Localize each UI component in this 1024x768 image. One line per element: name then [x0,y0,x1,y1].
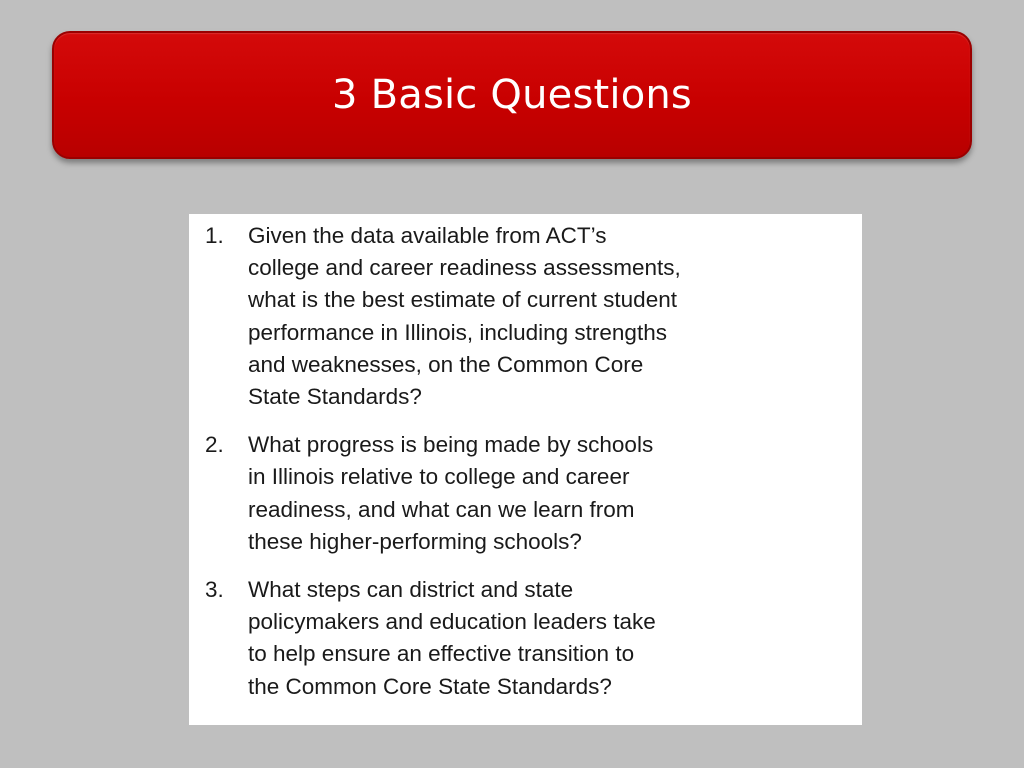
question-line: the Common Core State Standards? [248,673,612,699]
question-line: State Standards? [248,384,422,410]
question-number: 1. [205,223,224,248]
question-text [248,574,842,703]
question-text [248,220,842,413]
question-item-2 [205,429,842,558]
question-line: performance in Illinois, including strengths [248,319,667,345]
question-line: what is the best estimate of current student [248,287,677,313]
question-line: What progress is being made by schools [248,432,654,458]
question-line: these higher-performing schools? [248,528,582,554]
title-banner [52,31,972,159]
question-item-1 [205,220,842,413]
question-line: in Illinois relative to college and career [248,464,630,490]
question-item-3 [205,574,842,703]
question-number: 2. [205,432,224,458]
question-number: 3. [205,577,224,603]
question-list [205,220,842,703]
question-line: What steps can district and state [248,577,574,603]
question-line: to help ensure an effective transition to [248,641,635,667]
question-line: Given the data available from ACT’s [248,223,607,248]
question-text [248,429,842,558]
question-line: policymakers and education leaders take [248,609,656,635]
slide-title: 3 Basic Questions [332,72,692,118]
question-line: college and career readiness assessments, [248,255,681,281]
questions-image-card [189,214,862,725]
question-line: and weaknesses, on the Common Core [248,351,644,377]
question-line: readiness, and what can we learn from [248,496,635,522]
